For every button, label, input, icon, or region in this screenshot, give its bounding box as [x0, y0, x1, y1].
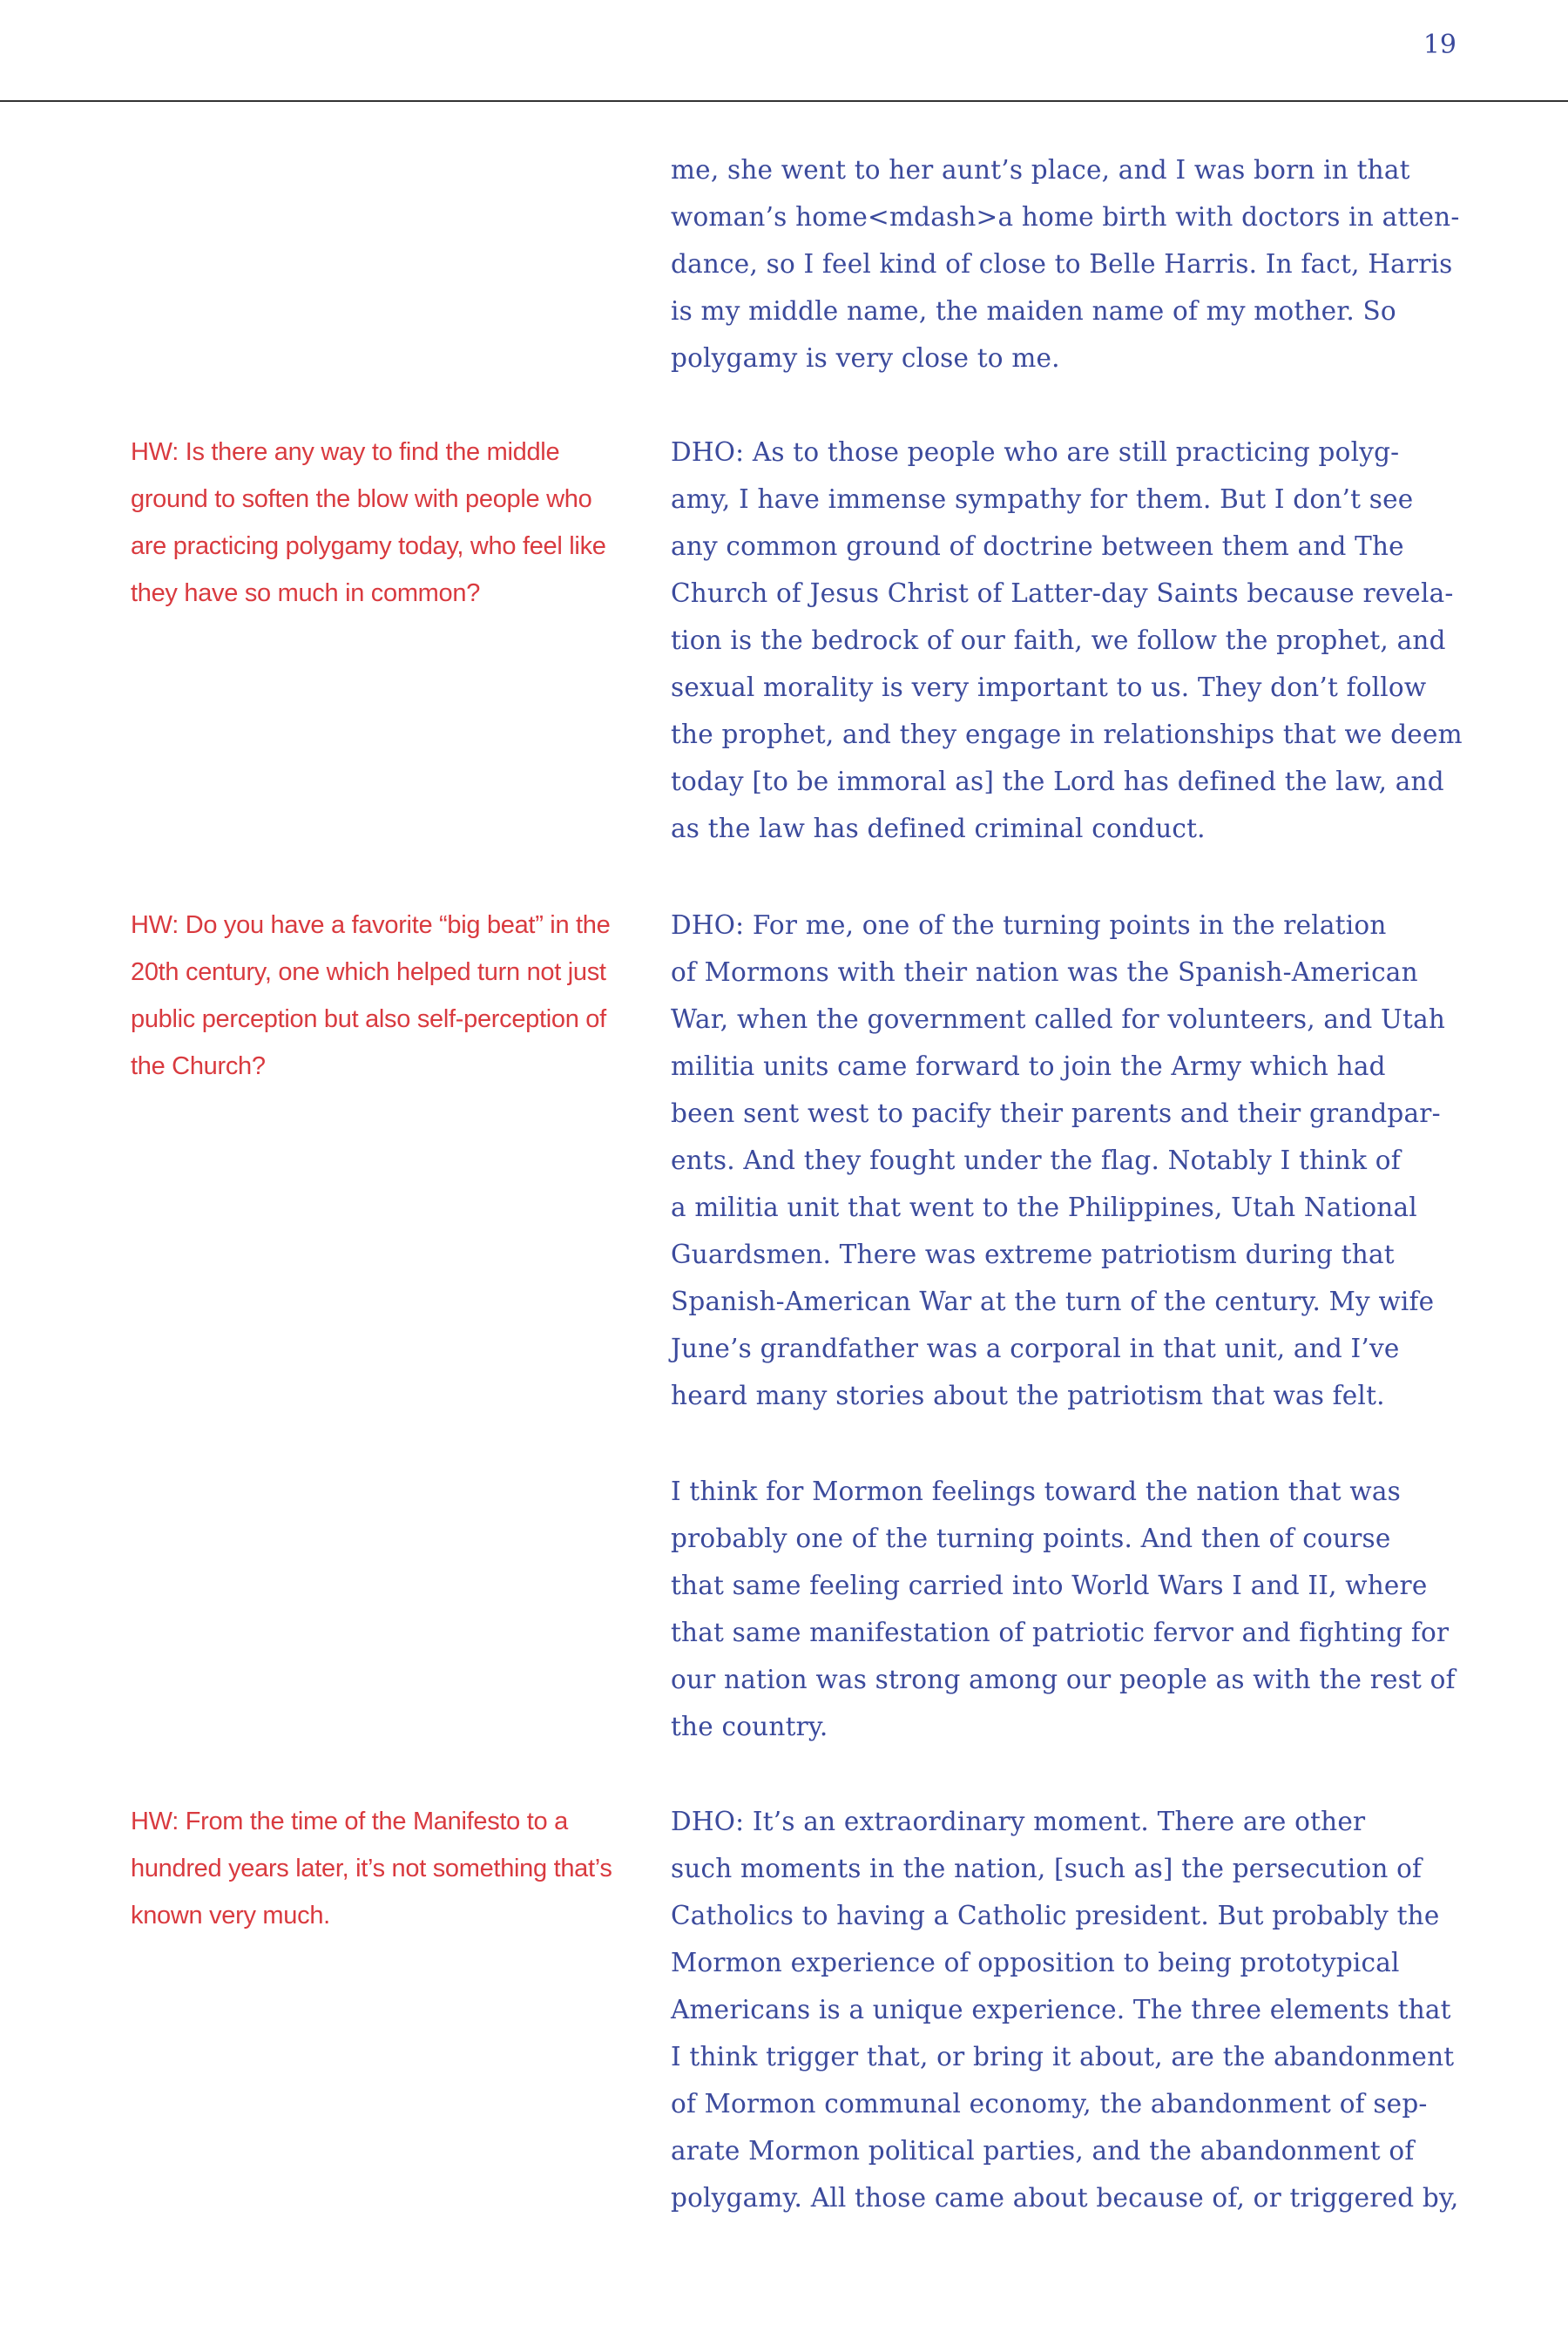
- answer-line: polygamy is very close to me.: [671, 343, 1060, 373]
- question-line: they have so much in common?: [131, 579, 481, 607]
- answer-line: dance, so I feel kind of close to Belle Harris. In fact, Harris: [671, 249, 1453, 279]
- answer-line: that same feeling carried into World Wars I and II, where: [671, 1571, 1428, 1600]
- answer-line: that same manifestation of patriotic fervor and fighting for: [671, 1618, 1450, 1647]
- question-line: the Church?: [131, 1052, 266, 1080]
- answer-line: DHO: As to those people who are still practicing polyg-: [671, 437, 1400, 467]
- answer-line: heard many stories about the patriotism that was felt.: [671, 1381, 1385, 1410]
- answer-line: DHO: For me, one of the turning points in the relation: [671, 910, 1387, 940]
- answer-line: of Mormons with their nation was the Spanish-American: [671, 957, 1418, 987]
- answer-line: me, she went to her aunt’s place, and I was born in that: [671, 155, 1410, 185]
- answer-line: DHO: It’s an extraordinary moment. There are other: [671, 1807, 1366, 1836]
- page-number: 19: [1423, 30, 1456, 60]
- answer-line: tion is the bedrock of our faith, we follow the prophet, and: [671, 625, 1446, 655]
- question-text: [131, 429, 632, 617]
- question-line: HW: Is there any way to find the middle: [131, 438, 560, 466]
- answer-line: Catholics to having a Catholic president. But probably the: [671, 1901, 1440, 1930]
- answer-paragraph: [671, 146, 1460, 382]
- answer-line: militia units came forward to join the Army which had: [671, 1051, 1386, 1081]
- answer-line: sexual morality is very important to us. They don’t follow: [671, 672, 1427, 702]
- answer-line: the country.: [671, 1712, 828, 1741]
- answer-paragraph: [671, 1798, 1459, 2221]
- answer-line: probably one of the turning points. And then of course: [671, 1524, 1391, 1553]
- answer-line: Spanish-American War at the turn of the century. My wife: [671, 1287, 1435, 1316]
- question-line: public perception but also self-perception of: [131, 1005, 606, 1033]
- question-line: are practicing polygamy today, who feel like: [131, 532, 606, 560]
- question-line: 20th century, one which helped turn not just: [131, 958, 606, 986]
- answer-line: I think for Mormon feelings toward the nation that was: [671, 1477, 1401, 1506]
- answer-line: today [to be immoral as] the Lord has defined the law, and: [671, 767, 1444, 796]
- answer-line: been sent west to pacify their parents and their grandpar-: [671, 1098, 1441, 1128]
- question-line: hundred years later, it’s not something that’s: [131, 1855, 612, 1882]
- question-line: HW: Do you have a favorite “big beat” in the: [131, 911, 611, 939]
- answer-line: Guardsmen. There was extreme patriotism during that: [671, 1240, 1395, 1269]
- question-text: [131, 902, 632, 1090]
- answer-line: any common ground of doctrine between them and The: [671, 531, 1404, 561]
- question-line: known very much.: [131, 1902, 330, 1930]
- answer-line: our nation was strong among our people as with the rest of: [671, 1665, 1456, 1694]
- answer-line: is my middle name, the maiden name of my mother. So: [671, 296, 1396, 326]
- answer-line: I think trigger that, or bring it about, are the abandonment: [671, 2042, 1455, 2072]
- answer-line: the prophet, and they engage in relationships that we deem: [671, 720, 1463, 749]
- answer-line: War, when the government called for volunteers, and Utah: [671, 1004, 1446, 1034]
- question-text: [131, 1798, 632, 1939]
- answer-line: woman’s home<mdash>a home birth with doctors in atten-: [671, 202, 1460, 232]
- answer-line: such moments in the nation, [such as] the persecution of: [671, 1854, 1423, 1883]
- answer-line: of Mormon communal economy, the abandonment of sep-: [671, 2089, 1428, 2119]
- answer-line: a militia unit that went to the Philippines, Utah National: [671, 1193, 1417, 1222]
- answer-line: as the law has defined criminal conduct.: [671, 814, 1206, 843]
- answer-line: Mormon experience of opposition to being prototypical: [671, 1948, 1400, 1977]
- answer-line: June’s grandfather was a corporal in that unit, and I’ve: [671, 1334, 1400, 1363]
- answer-line: arate Mormon political parties, and the abandonment of: [671, 2136, 1415, 2166]
- answer-paragraph: [671, 1468, 1456, 1750]
- answer-line: amy, I have immense sympathy for them. But I don’t see: [671, 484, 1414, 514]
- answer-paragraph: [671, 902, 1446, 1419]
- question-line: HW: From the time of the Manifesto to a: [131, 1808, 568, 1835]
- answer-line: ents. And they fought under the flag. Notably I think of: [671, 1146, 1401, 1175]
- question-line: ground to soften the blow with people who: [131, 485, 592, 513]
- answer-line: Americans is a unique experience. The three elements that: [671, 1995, 1451, 2024]
- answer-paragraph: [671, 429, 1463, 852]
- answer-line: Church of Jesus Christ of Latter-day Saints because revela-: [671, 578, 1454, 608]
- answer-line: polygamy. All those came about because of, or triggered by,: [671, 2183, 1459, 2213]
- header-rule: [0, 100, 1568, 102]
